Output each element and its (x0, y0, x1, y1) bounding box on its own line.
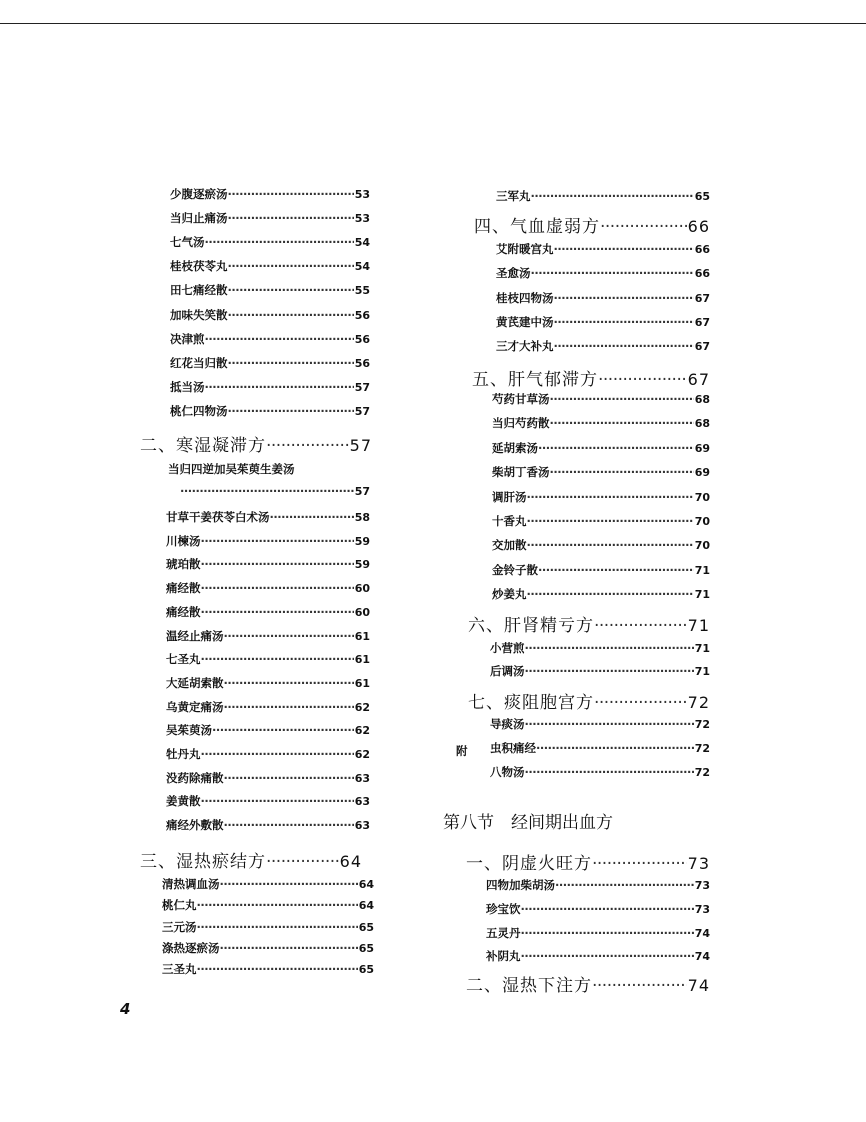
toc-leader (600, 217, 687, 237)
toc-entry-title: 芍药甘草汤 (492, 392, 550, 406)
toc-heading-page: 74 (687, 976, 710, 995)
toc-leader (594, 616, 687, 636)
toc-entry-title: 痛经散 (166, 604, 201, 619)
toc-entry[interactable] (496, 290, 710, 312)
toc-entry-page: 63 (354, 795, 370, 809)
toc-leader (201, 534, 354, 548)
toc-leader (538, 563, 694, 577)
toc-entry-page: 70 (694, 490, 710, 504)
toc-leader (220, 877, 358, 891)
toc-entry-page: 73 (694, 879, 710, 892)
toc-leader (270, 510, 354, 524)
toc-leader (527, 490, 694, 504)
toc-leader (521, 926, 694, 940)
toc-entry-title: 桂枝茯苓丸 (170, 259, 228, 274)
toc-entry[interactable] (490, 764, 710, 786)
toc-entry-page: 61 (354, 676, 370, 690)
toc-leader (205, 332, 354, 346)
toc-entry-title: 加味失笑散 (170, 307, 228, 322)
toc-leader (228, 404, 354, 418)
toc-entry[interactable] (492, 464, 710, 486)
toc-heading-title: 四、气血虚弱方 (474, 217, 600, 237)
toc-entry-page: 54 (354, 236, 370, 250)
toc-entry[interactable] (170, 282, 370, 304)
toc-entry[interactable] (492, 562, 710, 584)
toc-entry-page: 71 (694, 665, 710, 678)
toc-entry[interactable] (166, 746, 370, 768)
toc-entry[interactable] (166, 770, 370, 792)
toc-entry-page: 63 (354, 819, 370, 833)
toc-leader (555, 878, 694, 892)
toc-leader (180, 484, 354, 498)
toc-leader (201, 557, 354, 571)
toc-leader (201, 794, 354, 808)
toc-leader (228, 187, 354, 201)
toc-heading-title: 五、肝气郁滞方 (472, 370, 598, 390)
toc-leader (212, 723, 354, 737)
toc-heading-page: 71 (687, 616, 710, 635)
toc-leader (224, 771, 354, 785)
toc-leader (266, 436, 349, 456)
toc-entry-page: 56 (354, 332, 370, 346)
toc-entry[interactable] (166, 793, 370, 815)
toc-entry-title: 琥珀散 (166, 557, 201, 572)
toc-entry-title: 田七痛经散 (170, 283, 228, 298)
toc-entry[interactable] (162, 961, 374, 983)
toc-leader (550, 416, 694, 430)
toc-entry-title: 少腹逐瘀汤 (170, 187, 228, 201)
toc-entry-title: 抵当汤 (170, 379, 205, 394)
toc-leader (527, 587, 694, 601)
toc-entry-title: 当归芍药散 (492, 416, 550, 431)
toc-entry-page: 72 (694, 718, 710, 731)
toc-entry-page: 60 (354, 605, 370, 619)
toc-entry[interactable] (166, 556, 370, 578)
toc-entry-page: 64 (358, 899, 374, 913)
toc-entry-page: 60 (354, 582, 370, 596)
toc-leader (201, 747, 354, 761)
toc-leader (594, 693, 687, 713)
toc-leader (228, 356, 354, 370)
toc-entry-page: 66 (694, 243, 710, 256)
toc-leader (201, 581, 354, 595)
toc-leader (197, 898, 358, 912)
toc-heading[interactable] (140, 431, 372, 457)
toc-entry-page: 61 (354, 629, 370, 643)
toc-entry-title: 延胡索汤 (492, 440, 538, 455)
toc-entry-title: 七圣丸 (166, 652, 201, 667)
toc-entry[interactable] (490, 663, 710, 685)
toc-entry[interactable] (496, 188, 710, 210)
toc-entry-page: 69 (694, 466, 710, 480)
toc-entry-title: 牡丹丸 (166, 747, 201, 761)
toc-entry-page: 62 (354, 724, 370, 738)
toc-entry[interactable] (492, 537, 710, 559)
toc-entry-page: 56 (354, 308, 370, 322)
toc-leader (536, 741, 694, 755)
toc-entry-title: 后调汤 (490, 664, 525, 678)
toc-entry-title: 导痰汤 (490, 717, 525, 731)
toc-entry-title: 黄芪建中汤 (496, 314, 554, 329)
toc-heading-page: 73 (687, 854, 710, 873)
toc-entry[interactable] (486, 925, 710, 947)
toc-entry-title: 交加散 (492, 538, 527, 553)
toc-entry-title: 清热调血汤 (162, 877, 220, 891)
toc-entry[interactable] (170, 210, 370, 232)
page-number: 4 (120, 1000, 131, 1018)
toc-heading-title: 七、痰阻胞宫方 (468, 693, 594, 713)
toc-entry-page: 65 (358, 941, 374, 955)
toc-entry-page: 56 (354, 356, 370, 370)
toc-heading[interactable] (468, 611, 710, 637)
toc-leader (224, 676, 354, 690)
toc-entry[interactable] (180, 484, 370, 506)
toc-entry-title: 小营煎 (490, 641, 525, 655)
toc-leader (550, 392, 694, 406)
toc-entry-title: 涤热逐瘀汤 (162, 940, 220, 955)
toc-entry[interactable] (170, 258, 370, 280)
toc-entry-title: 川楝汤 (166, 533, 201, 548)
toc-leader (527, 514, 694, 528)
toc-leader (201, 652, 354, 666)
toc-heading-page: 64 (339, 852, 362, 871)
toc-leader (525, 765, 694, 779)
toc-entry-title: 三军丸 (496, 189, 531, 203)
toc-entry-page: 54 (354, 260, 370, 274)
toc-entry[interactable] (166, 651, 370, 673)
toc-leader (201, 605, 354, 619)
toc-entry-title: 温经止痛汤 (166, 628, 224, 643)
toc-leader (197, 962, 358, 976)
toc-entry[interactable] (166, 509, 370, 531)
toc-leader (224, 629, 354, 643)
toc-entry[interactable] (490, 716, 710, 738)
toc-entry[interactable] (166, 604, 370, 626)
toc-entry-page: 67 (694, 315, 710, 329)
toc-entry[interactable] (170, 234, 370, 256)
toc-entry-title: 七气汤 (170, 235, 205, 250)
toc-leader (224, 700, 354, 714)
toc-entry-title: 四物加柴胡汤 (486, 878, 555, 892)
toc-entry-page: 53 (354, 188, 370, 201)
toc-entry-page: 61 (354, 653, 370, 667)
toc-entry-title: 艾附暖宫丸 (496, 242, 554, 256)
toc-entry[interactable] (166, 580, 370, 602)
toc-entry-page: 65 (358, 963, 374, 977)
toc-heading-title: 三、湿热瘀结方 (140, 852, 266, 872)
section-title[interactable]: 第八节 经间期出血方 (443, 813, 613, 833)
toc-leader (521, 902, 694, 916)
toc-heading[interactable] (468, 688, 710, 714)
toc-entry-title: 三元汤 (162, 919, 197, 934)
toc-leader (598, 370, 687, 390)
toc-leader (554, 339, 694, 353)
toc-entry-title: 三才大补丸 (496, 339, 554, 354)
toc-leader (554, 315, 694, 329)
toc-entry-title: 决津煎 (170, 331, 205, 346)
toc-leader (531, 266, 694, 280)
toc-leader (554, 242, 694, 256)
toc-entry-title: 大延胡索散 (166, 675, 224, 690)
toc-leader (592, 976, 687, 996)
toc-entry-title: 桃仁四物汤 (170, 403, 228, 418)
toc-entry-title: 痛经外敷散 (166, 818, 224, 833)
toc-heading-title: 二、寒湿凝滞方 (140, 436, 266, 456)
toc-entry-page: 68 (694, 393, 710, 406)
toc-heading-page: 57 (349, 436, 372, 455)
toc-entry[interactable] (166, 722, 370, 744)
toc-heading-page: 67 (687, 370, 710, 389)
toc-entry[interactable] (166, 699, 370, 721)
toc-entry-page: 73 (694, 902, 710, 916)
toc-entry-page: 70 (694, 515, 710, 528)
toc-entry-page: 65 (694, 190, 710, 203)
toc-leader (228, 283, 354, 297)
toc-leader (228, 259, 354, 273)
toc-leader (592, 854, 687, 874)
toc-leader (197, 920, 358, 934)
toc-entry[interactable] (492, 391, 710, 413)
toc-entry-title: 十香丸 (492, 514, 527, 528)
toc-leader (220, 941, 358, 955)
toc-heading[interactable] (140, 847, 362, 873)
toc-entry-title: 桂枝四物汤 (496, 290, 554, 305)
toc-entry-page: 55 (354, 284, 370, 298)
toc-entry-title[interactable]: 当归四逆加吴茱萸生姜汤 (168, 462, 295, 476)
toc-entry[interactable] (492, 440, 710, 462)
toc-entry[interactable] (162, 919, 374, 941)
toc-heading-title: 一、阴虚火旺方 (466, 854, 592, 874)
toc-entry-page: 64 (358, 878, 374, 891)
toc-entry-page: 74 (694, 950, 710, 964)
toc-entry-title: 甘草干姜茯苓白术汤 (166, 510, 270, 524)
toc-entry[interactable] (170, 403, 370, 425)
toc-entry-page: 59 (354, 534, 370, 548)
toc-entry-page: 71 (694, 563, 710, 577)
toc-leader (224, 818, 354, 832)
appendix-label: 附 (456, 744, 468, 758)
toc-entry[interactable] (490, 640, 710, 662)
toc-entry-page: 72 (694, 742, 710, 756)
toc-entry-title: 没药除痛散 (166, 770, 224, 785)
toc-entry-page: 69 (694, 441, 710, 455)
toc-entry[interactable] (492, 415, 710, 437)
toc-entry-page: 59 (354, 558, 370, 572)
toc-heading[interactable] (472, 365, 710, 391)
toc-entry[interactable] (496, 338, 710, 360)
toc-entry[interactable] (170, 331, 370, 353)
toc-entry[interactable] (166, 533, 370, 555)
toc-entry-title: 炒姜丸 (492, 587, 527, 602)
toc-entry-title: 五灵丹 (486, 925, 521, 940)
toc-leader (228, 211, 354, 225)
toc-entry[interactable] (166, 675, 370, 697)
toc-entry-title: 八物汤 (490, 765, 525, 780)
toc-entry-page: 62 (354, 700, 370, 714)
toc-entry[interactable] (170, 186, 370, 208)
toc-heading[interactable] (466, 849, 710, 875)
toc-entry-page: 57 (354, 380, 370, 394)
toc-heading-title: 二、湿热下注方 (466, 976, 592, 996)
toc-entry-page: 62 (354, 748, 370, 761)
toc-entry-page: 65 (358, 920, 374, 934)
toc-entry-page: 58 (354, 511, 370, 524)
toc-entry[interactable] (490, 740, 710, 762)
toc-entry-title: 桃仁丸 (162, 898, 197, 913)
toc-leader (550, 465, 694, 479)
toc-entry[interactable] (492, 489, 710, 511)
toc-entry-title: 乌黄定痛汤 (166, 699, 224, 714)
toc-leader (525, 641, 694, 655)
toc-entry[interactable] (162, 940, 374, 962)
toc-entry-page: 63 (354, 771, 370, 785)
toc-entry-page: 71 (694, 588, 710, 602)
toc-leader (554, 291, 694, 305)
toc-entry[interactable] (170, 355, 370, 377)
toc-entry-page: 74 (694, 926, 710, 940)
toc-entry-page: 72 (694, 766, 710, 780)
toc-entry[interactable] (496, 265, 710, 287)
toc-entry-title: 金铃子散 (492, 562, 538, 577)
toc-leader (266, 852, 339, 872)
toc-entry-title: 痛经散 (166, 581, 201, 596)
toc-entry[interactable] (496, 314, 710, 336)
toc-entry[interactable] (496, 241, 710, 263)
toc-heading-page: 72 (687, 693, 710, 712)
toc-entry-title: 三圣丸 (162, 962, 197, 977)
toc-entry-page: 71 (694, 642, 710, 655)
toc-entry[interactable] (162, 897, 374, 919)
toc-entry[interactable] (166, 817, 370, 839)
toc-heading[interactable] (466, 971, 710, 997)
toc-entry[interactable] (492, 513, 710, 535)
toc-leader (527, 538, 694, 552)
toc-entry-title: 调肝汤 (492, 489, 527, 504)
toc-entry[interactable] (486, 901, 710, 923)
toc-entry-title: 红花当归散 (170, 355, 228, 370)
toc-entry-page: 57 (354, 404, 370, 418)
toc-leader (525, 664, 694, 678)
toc-entry[interactable] (486, 877, 710, 899)
toc-entry-title: 当归止痛汤 (170, 211, 228, 226)
toc-entry[interactable] (166, 628, 370, 650)
toc-heading-title: 六、肝肾精亏方 (468, 616, 594, 636)
top-rule (0, 23, 866, 24)
toc-entry-title: 姜黄散 (166, 794, 201, 809)
toc-leader (205, 380, 354, 394)
toc-entry-page: 66 (694, 267, 710, 281)
toc-entry-page: 67 (694, 291, 710, 305)
toc-leader (228, 308, 354, 322)
toc-entry[interactable] (492, 586, 710, 608)
toc-entry[interactable] (170, 379, 370, 401)
toc-entry-title: 补阴丸 (486, 949, 521, 964)
toc-entry-page: 57 (354, 485, 370, 498)
toc-entry-page: 70 (694, 539, 710, 553)
toc-leader (531, 189, 694, 203)
toc-entry[interactable] (486, 948, 710, 970)
toc-entry[interactable] (162, 876, 374, 898)
toc-entry-title: 虫积痛经 (490, 741, 536, 756)
toc-heading-page: 66 (687, 217, 710, 236)
toc-entry-title: 吴茱萸汤 (166, 723, 212, 738)
toc-entry-title: 柴胡丁香汤 (492, 465, 550, 480)
toc-entry-title: 珍宝饮 (486, 901, 521, 916)
toc-leader (521, 949, 694, 963)
toc-leader (538, 441, 694, 455)
toc-heading[interactable] (474, 212, 710, 238)
toc-entry-title: 圣愈汤 (496, 266, 531, 281)
toc-leader (525, 717, 694, 731)
toc-leader (205, 235, 354, 249)
toc-entry-page: 68 (694, 417, 710, 431)
toc-entry-page: 67 (694, 340, 710, 354)
toc-entry-page: 53 (354, 212, 370, 226)
toc-entry[interactable] (170, 307, 370, 329)
